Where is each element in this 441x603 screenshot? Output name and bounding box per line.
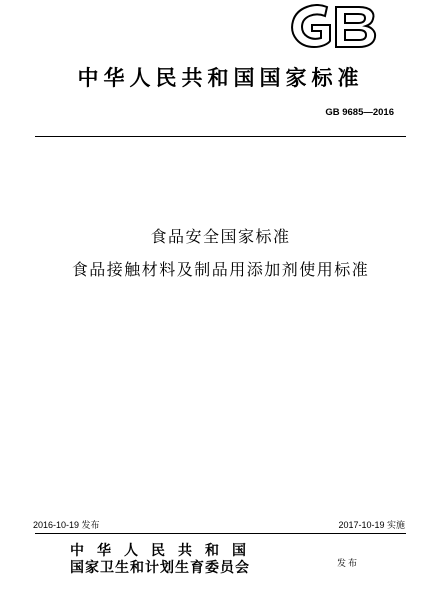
header-divider (35, 136, 406, 137)
publisher-block (70, 543, 330, 577)
publish-label: 发布 (337, 559, 360, 569)
implementation-date: 2017-10-19 实施 (338, 520, 405, 530)
gb-logo-icon (287, 4, 379, 50)
document-title-line-2: 食品接触材料及制品用添加剂使用标准 (71, 260, 370, 279)
issue-date: 2016-10-19 发布 (33, 520, 100, 530)
standard-number: GB 9685—2016 (325, 107, 394, 118)
footer-divider (35, 533, 406, 534)
header-title: 中华人民共和国国家标准 (77, 65, 364, 90)
publisher-line-1: 中华人民共和国 (70, 543, 259, 559)
document-title-line-1: 食品安全国家标准 (150, 227, 291, 246)
publisher-line-2: 国家卫生和计划生育委员会 (70, 560, 250, 576)
